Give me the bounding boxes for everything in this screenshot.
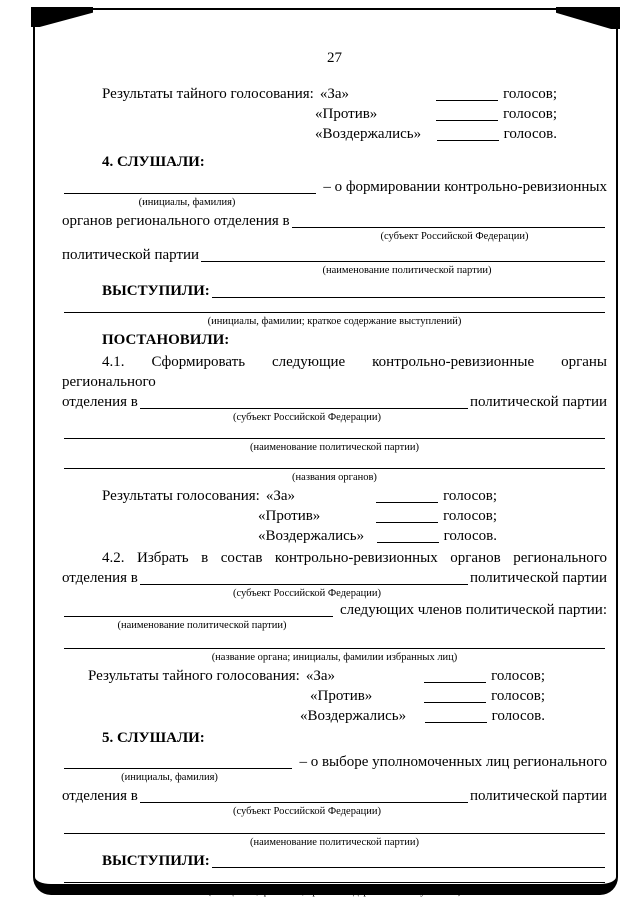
caption-row <box>62 837 607 849</box>
vote-option-protiv: «Против» <box>315 106 378 122</box>
party-label: политической партии <box>469 570 607 586</box>
blank-line-row <box>62 871 607 886</box>
fill-in-blank <box>436 100 498 101</box>
fill-in-blank <box>64 438 605 439</box>
fill-in-blank <box>212 297 605 298</box>
caption-row <box>62 265 607 277</box>
fill-in-blank <box>140 408 468 409</box>
votes-unit: голосов; <box>443 488 497 504</box>
fill-in-blank <box>64 616 333 617</box>
secret-vote-label: Результаты тайного голосования: <box>102 86 314 102</box>
spacer <box>62 806 157 818</box>
caption-speeches: (инициалы, фамилии; краткое содержание выступлений) <box>207 316 462 327</box>
caption-row <box>62 442 607 454</box>
caption-subject: (субъект Российской Федерации) <box>233 412 381 423</box>
topic-5-row <box>62 752 607 772</box>
caption-initials: (инициалы, фамилия) <box>138 197 236 208</box>
caption-row <box>62 316 607 328</box>
caption-party-name: (наименование политической партии) <box>322 265 492 276</box>
vote-option-vozderzhalis: «Воздержались» <box>258 528 365 544</box>
postanovili-row <box>102 330 607 350</box>
fill-in-blank <box>64 312 605 313</box>
members-label: следующих членов политической партии: <box>339 602 607 618</box>
votes-unit: голосов. <box>503 126 557 142</box>
page-number-row <box>62 48 607 68</box>
vystupili-row <box>62 281 607 301</box>
section-4-heading: 4. СЛУШАЛИ: <box>102 154 205 170</box>
fill-in-blank <box>425 722 487 723</box>
open-vote-label: Результаты голосования: <box>102 488 260 504</box>
vote-option-za: «За» <box>265 488 296 504</box>
votes-unit: голосов; <box>503 106 557 122</box>
blank-line-row <box>62 637 607 652</box>
caption-row <box>62 412 607 424</box>
section-5-line2 <box>62 786 607 806</box>
fill-in-blank <box>376 502 438 503</box>
secret-vote-row-protiv <box>315 104 557 124</box>
fill-in-blank <box>64 882 605 883</box>
clause-42-line3 <box>62 600 607 620</box>
caption-party-name: (наименование политической партии) <box>249 442 419 453</box>
blank-line-row <box>62 301 607 316</box>
fill-in-blank <box>64 833 605 834</box>
spacer <box>62 412 157 424</box>
vote-option-protiv: «Против» <box>258 508 321 524</box>
secret-vote2-row-protiv <box>310 686 545 706</box>
caption-row <box>62 806 607 818</box>
fill-in-blank <box>140 802 468 803</box>
open-vote-row-vozderzhalis <box>258 526 497 546</box>
secret-vote-row-za <box>102 84 557 104</box>
caption-row <box>62 772 607 784</box>
topic-4-text: – о формировании контрольно-ревизионных <box>323 179 607 195</box>
fill-in-blank <box>64 648 605 649</box>
caption-row <box>62 886 607 898</box>
votes-unit: голосов. <box>491 708 545 724</box>
votes-unit: голосов; <box>491 668 545 684</box>
vote-option-protiv: «Против» <box>310 688 373 704</box>
fill-in-blank <box>140 584 468 585</box>
vote-option-za: «За» <box>305 668 336 684</box>
spacer <box>62 588 157 600</box>
section-5-heading: 5. СЛУШАЛИ: <box>102 730 205 746</box>
fill-in-blank <box>424 682 486 683</box>
secret-vote-label: Результаты тайного голосования: <box>88 668 300 684</box>
blank-line-row <box>62 427 607 442</box>
vote-option-za: «За» <box>319 86 350 102</box>
fill-in-blank <box>424 702 486 703</box>
postanovili-label: ПОСТАНОВИЛИ: <box>102 332 230 348</box>
caption-row <box>62 620 607 632</box>
fill-in-blank <box>64 468 605 469</box>
fill-in-blank <box>64 193 316 194</box>
vote-option-vozderzhalis: «Воздержались» <box>300 708 407 724</box>
fill-in-blank <box>212 867 605 868</box>
caption-row <box>62 588 607 600</box>
votes-unit: голосов; <box>443 508 497 524</box>
clause-42-text: 4.2. Избрать в состав контрольно-ревизионных органов регионального <box>102 550 607 566</box>
blank-line-row <box>62 457 607 472</box>
caption-organs-names: (названия органов) <box>292 472 377 483</box>
party-label: политической партии <box>469 394 607 410</box>
caption-subject: (субъект Российской Федерации) <box>233 588 381 599</box>
caption-speeches: (инициалы, фамилии; краткое содержание выступлений) <box>207 886 462 897</box>
fill-in-blank <box>436 120 498 121</box>
section-4-heading-row <box>102 152 607 172</box>
caption-organ-elected: (название органа; инициалы, фамилии избранных лиц) <box>211 652 458 663</box>
party-label: политической партии <box>469 788 607 804</box>
caption-row <box>62 231 607 243</box>
otdeleniya-v-label: отделения в <box>62 394 138 410</box>
caption-party-name: (наименование политической партии) <box>117 620 287 631</box>
clause-41-line2 <box>62 392 607 412</box>
secret-vote2-row-za <box>88 666 545 686</box>
blank-line-row <box>62 822 607 837</box>
secret-vote-row-vozderzhalis <box>315 124 557 144</box>
organs-line-text: органов регионального отделения в <box>62 213 290 229</box>
spacer <box>62 231 302 243</box>
section-5-heading-row <box>102 728 607 748</box>
fill-in-blank <box>201 261 605 262</box>
caption-row <box>62 472 607 484</box>
fill-in-blank <box>64 768 292 769</box>
caption-initials: (инициалы, фамилия) <box>121 772 218 783</box>
caption-subject: (субъект Российской Федерации) <box>380 231 529 242</box>
page-number: 27 <box>327 50 342 66</box>
spacer <box>62 265 207 277</box>
scan-corner-mark-right <box>556 7 620 29</box>
party-line-row <box>62 245 607 265</box>
votes-unit: голосов; <box>503 86 557 102</box>
fill-in-blank <box>377 542 439 543</box>
otdeleniya-v-label: отделения в <box>62 570 138 586</box>
caption-row <box>62 652 607 664</box>
topic-5-text: – о выборе уполномоченных лиц регионального <box>299 754 607 770</box>
caption-party-name: (наименование политической партии) <box>249 837 419 848</box>
open-vote-row-za <box>102 486 497 506</box>
organs-line-row <box>62 211 607 231</box>
fill-in-blank <box>292 227 605 228</box>
party-label: политической партии <box>62 247 200 263</box>
fill-in-blank <box>437 140 499 141</box>
vystupili-row-2 <box>62 851 607 871</box>
votes-unit: голосов; <box>491 688 545 704</box>
vystupili-label: ВЫСТУПИЛИ: <box>102 283 210 299</box>
votes-unit: голосов. <box>443 528 497 544</box>
otdeleniya-v-label: отделения в <box>62 788 138 804</box>
scan-corner-mark-left <box>31 7 93 27</box>
document-body <box>62 48 607 898</box>
caption-row <box>62 197 607 209</box>
fill-in-blank <box>376 522 438 523</box>
open-vote-row-protiv <box>258 506 497 526</box>
vystupili-label: ВЫСТУПИЛИ: <box>102 853 210 869</box>
clause-41-text: 4.1. Сформировать следующие контрольно-ревизионные органы регионального <box>62 354 607 390</box>
topic-4-row <box>62 177 607 197</box>
vote-option-vozderzhalis: «Воздержались» <box>315 126 422 142</box>
caption-subject: (субъект Российской Федерации) <box>233 806 381 817</box>
clause-42-line2 <box>62 568 607 588</box>
secret-vote2-row-vozderzhalis <box>300 706 545 726</box>
